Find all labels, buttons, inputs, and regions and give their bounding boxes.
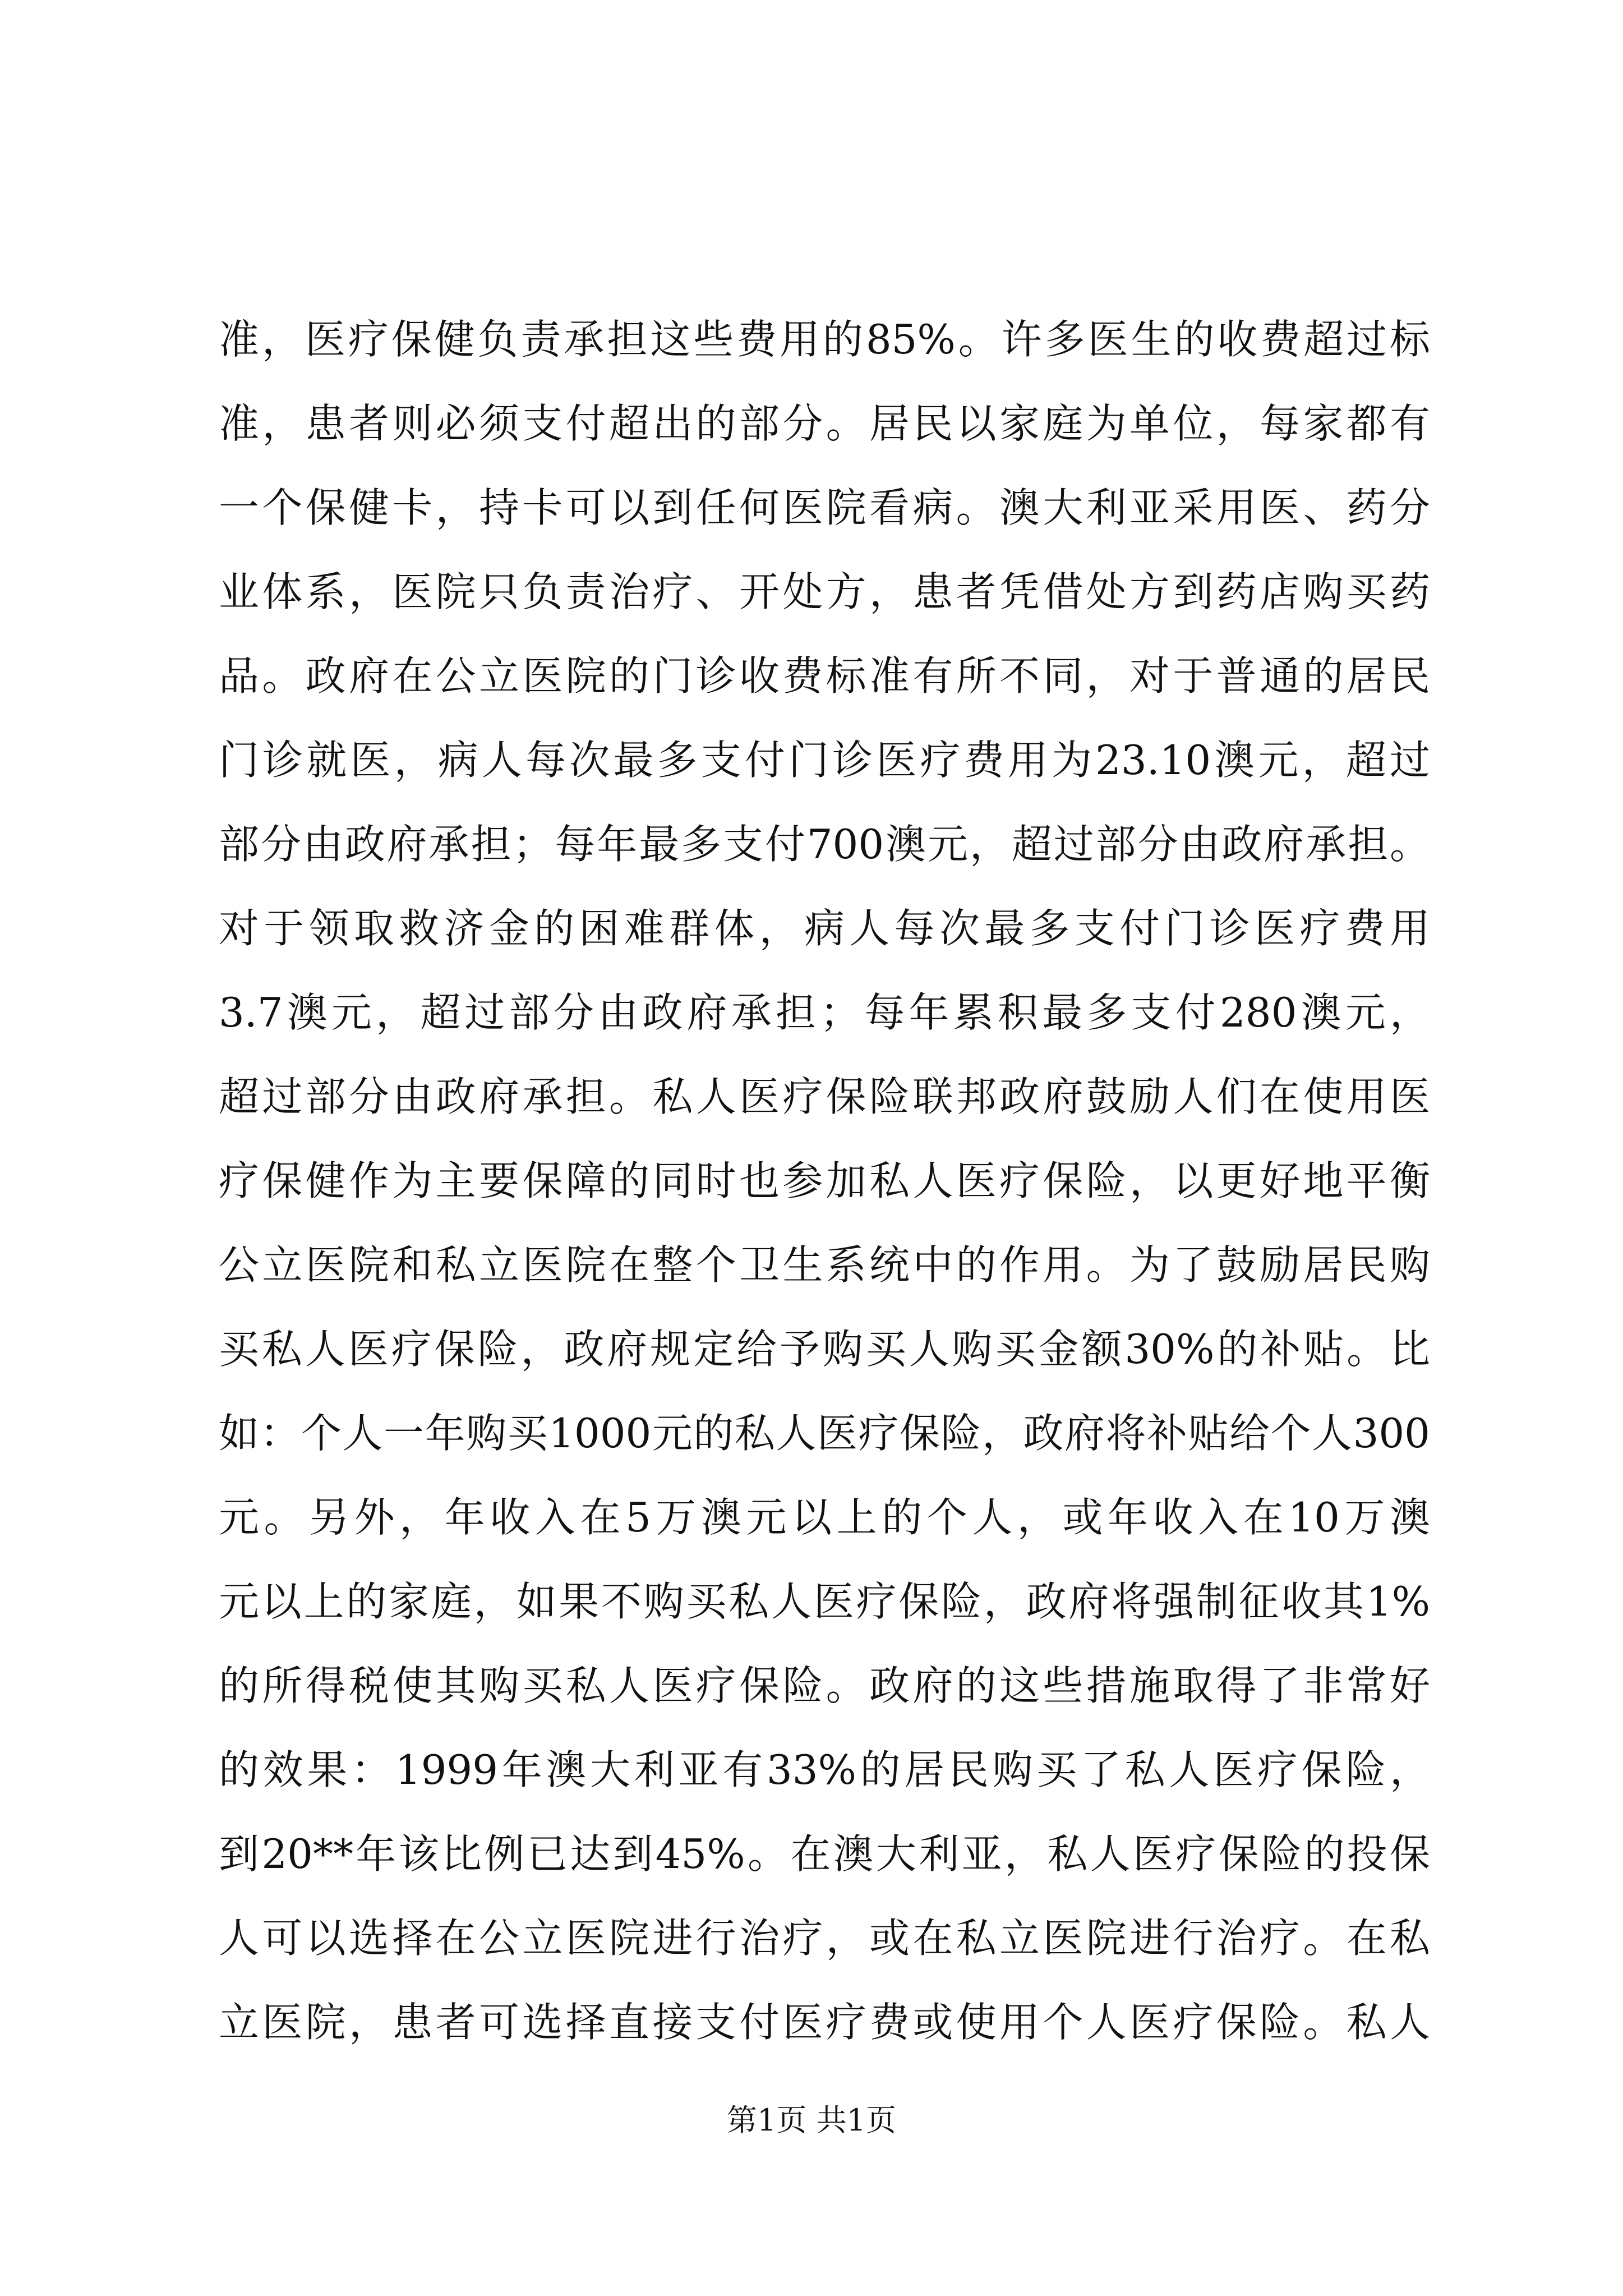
text-line: 元以上的家庭，如果不购买私人医疗保险，政府将强制征收其1% [219,1578,1430,1625]
text-line: 对于领取救济金的困难群体，病人每次最多支付门诊医疗费用 [219,905,1430,952]
body-paragraph [219,297,1430,2064]
text-line: 准，患者则必须支付超出的部分。居民以家庭为单位，每家都有 [219,400,1430,447]
text-line: 准，医疗保健负责承担这些费用的85%。许多医生的收费超过标 [219,316,1430,363]
text-line: 的所得税使其购买私人医疗保险。政府的这些措施取得了非常好 [219,1662,1430,1709]
text-line: 立医院，患者可选择直接支付医疗费或使用个人医疗保险。私人 [219,1999,1430,2046]
text-line: 买私人医疗保险，政府规定给予购买人购买金额30%的补贴。比 [219,1326,1430,1373]
text-line: 如：个人一年购买1000元的私人医疗保险，政府将补贴给个人300 [219,1410,1430,1457]
text-line: 超过部分由政府承担。私人医疗保险联邦政府鼓励人们在使用医 [219,1073,1430,1120]
text-line: 3.7澳元，超过部分由政府承担；每年累积最多支付280澳元， [219,989,1430,1036]
text-line: 业体系，医院只负责治疗、开处方，患者凭借处方到药店购买药 [219,568,1430,615]
text-line: 元。另外，年收入在5万澳元以上的个人，或年收入在10万澳 [219,1494,1430,1541]
text-line: 一个保健卡，持卡可以到任何医院看病。澳大利亚采用医、药分 [219,484,1430,531]
text-line: 公立医院和私立医院在整个卫生系统中的作用。为了鼓励居民购 [219,1241,1430,1289]
text-line: 疗保健作为主要保障的同时也参加私人医疗保险，以更好地平衡 [219,1157,1430,1204]
text-line: 品。政府在公立医院的门诊收费标准有所不同，对于普通的居民 [219,652,1430,700]
text-line: 部分由政府承担；每年最多支付700澳元，超过部分由政府承担。 [219,821,1430,868]
page-number-footer: 第1页 共1页 [727,2102,896,2138]
text-line: 的效果：1999年澳大利亚有33%的居民购买了私人医疗保险， [219,1746,1430,1793]
text-line: 到20**年该比例已达到45%。在澳大利亚，私人医疗保险的投保 [219,1830,1430,1878]
text-line: 门诊就医，病人每次最多支付门诊医疗费用为23.10澳元，超过 [219,737,1430,784]
text-line: 人可以选择在公立医院进行治疗，或在私立医院进行治疗。在私 [219,1915,1430,1962]
